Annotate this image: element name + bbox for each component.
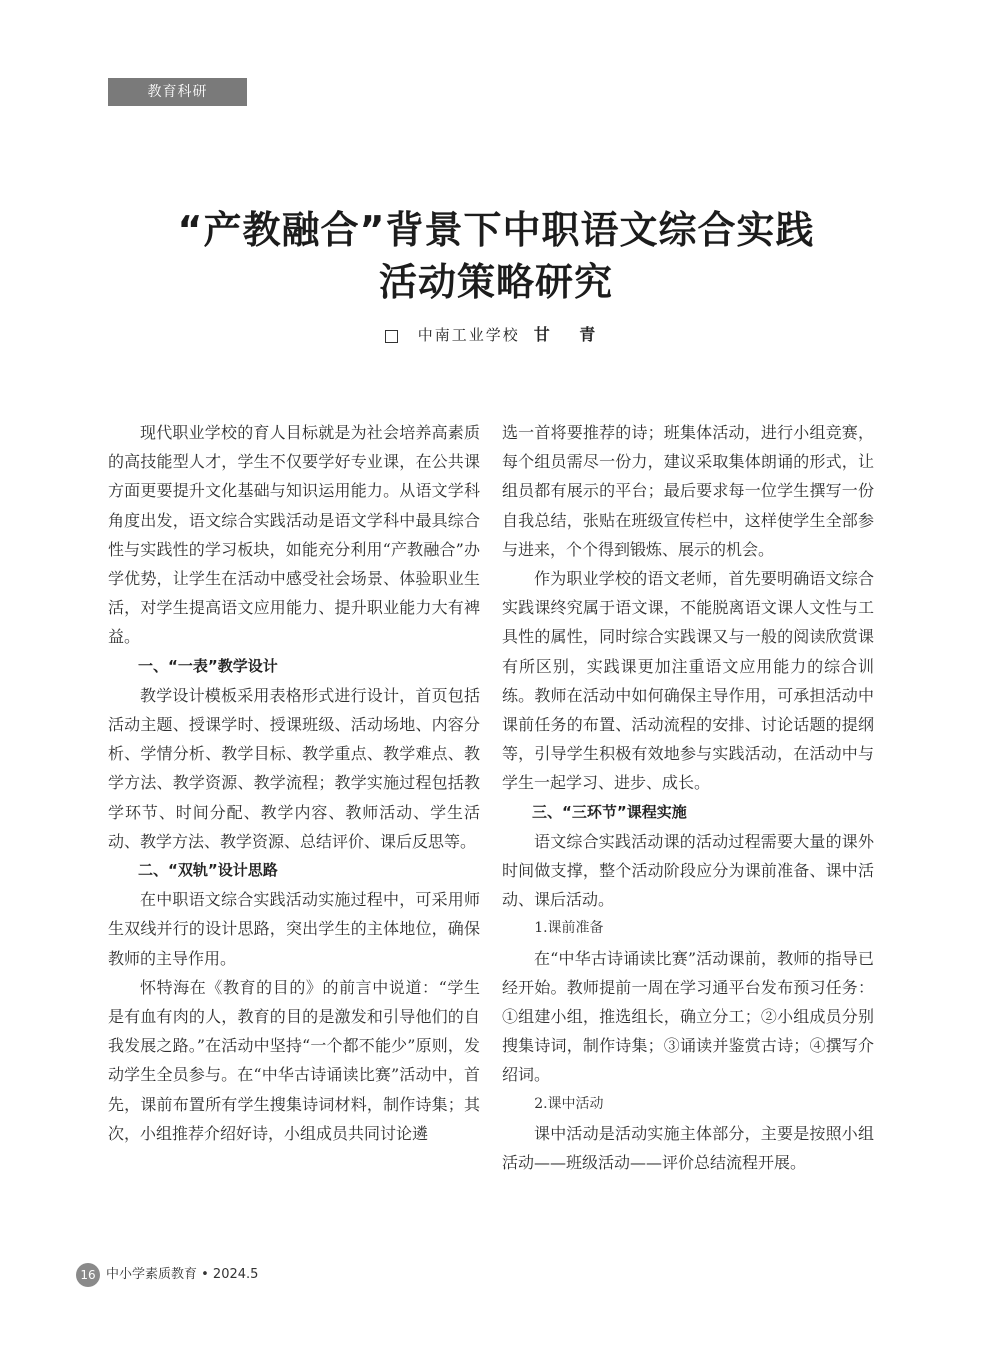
article-title (60, 204, 932, 308)
paragraph: 选一首将要推荐的诗；班集体活动，进行小组竞赛，每个组员需尽一份力，建议采取集体朗诵的形式，让组员都有展示的平台；最后要求每一位学生撰写一份自我总结，张贴在班级宣传栏中，这样使学生全部参与进来，个个得到锻炼、展示的机会。 (502, 423, 874, 559)
paragraph: 作为职业学校的语文老师，首先要明确语文综合实践课终究属于语文课，不能脱离语文课人文性与工具性的属性，同时综合实践课又与一般的阅读欣赏课有所区别，实践课更加注重语文应用能力的综合训练。教师在活动中如何确保主导作用，可承担活动中课前任务的布置、活动流程的安排、讨论话题的提纲等，引导学生积极有效地参与实践活动，在活动中与学生一起学习、进步、成长。 (502, 569, 874, 793)
page-footer (76, 1263, 258, 1287)
paragraph: 怀特海在《教育的目的》的前言中说道：“学生是有血有肉的人，教育的目的是激发和引导他们的自我发展之路。”在活动中坚持“一个都不能少”原则，发动学生全员参与。在“中华古诗诵读比赛”活动中，首先，课前布置所有学生搜集诗词材料，制作诗集；其次，小组推荐介绍好诗，小组成员共同讨论遴 (108, 977, 480, 1143)
paragraph: 课中活动是活动实施主体部分，主要是按照小组活动——班级活动——评价总结流程开展。 (502, 1123, 874, 1173)
section-tag: 教育科研 (108, 78, 247, 106)
section-heading-3: 三、“三环节”课程实施 (532, 802, 687, 821)
left-column (108, 418, 480, 1148)
author-school: 中南工业学校 (417, 326, 520, 344)
title-line-1: “产教融合”背景下中职语文综合实践 (177, 208, 815, 252)
journal-info: 中小学素质教育 • 2024.5 (106, 1267, 259, 1282)
author-name: 甘 青 (533, 325, 608, 344)
section-heading-2: 二、“双轨”设计思路 (138, 861, 278, 880)
page-number: 16 (76, 1263, 100, 1287)
byline (0, 322, 992, 345)
subsection-heading-2: 2.课中活动 (534, 1095, 604, 1112)
section-heading-1: 一、“一表”教学设计 (138, 656, 278, 675)
paragraph: 在“中华古诗诵读比赛”活动课前，教师的指导已经开始。教师提前一周在学习通平台发布预习任务：①组建小组，推选组长，确立分工；②小组成员分别搜集诗词，制作诗集；③诵读并鉴赏古诗；④撰写介绍词。 (502, 948, 874, 1085)
title-line-2: 活动策略研究 (378, 260, 613, 304)
right-column (502, 418, 874, 1177)
paragraph: 在中职语文综合实践活动实施过程中，可采用师生双线并行的设计思路，突出学生的主体地位，确保教师的主导作用。 (108, 890, 480, 968)
paragraph: 现代职业学校的育人目标就是为社会培养高素质的高技能型人才，学生不仅要学好专业课，在公共课方面更要提升文化基础与知识运用能力。从语文学科角度出发，语文综合实践活动是语文学科中最具综合性与实践性的学习板块，如能充分利用“产教融合”办学优势，让学生在活动中感受社会场景、体验职业生活，对学生提高语文应用能力、提升职业能力大有裨益。 (108, 423, 480, 647)
square-icon (385, 330, 398, 343)
subsection-heading-1: 1.课前准备 (534, 920, 604, 937)
paragraph: 教学设计模板采用表格形式进行设计，首页包括活动主题、授课学时、授课班级、活动场地、内容分析、学情分析、教学目标、教学重点、教学难点、教学方法、教学资源、教学流程；教学实施过程包括教学环节、时间分配、教学内容、教师活动、学生活动、教学方法、教学资源、总结评价、课后反思等。 (108, 685, 480, 851)
paragraph: 语文综合实践活动课的活动过程需要大量的课外时间做支撑，整个活动阶段应分为课前准备、课中活动、课后活动。 (502, 831, 874, 910)
